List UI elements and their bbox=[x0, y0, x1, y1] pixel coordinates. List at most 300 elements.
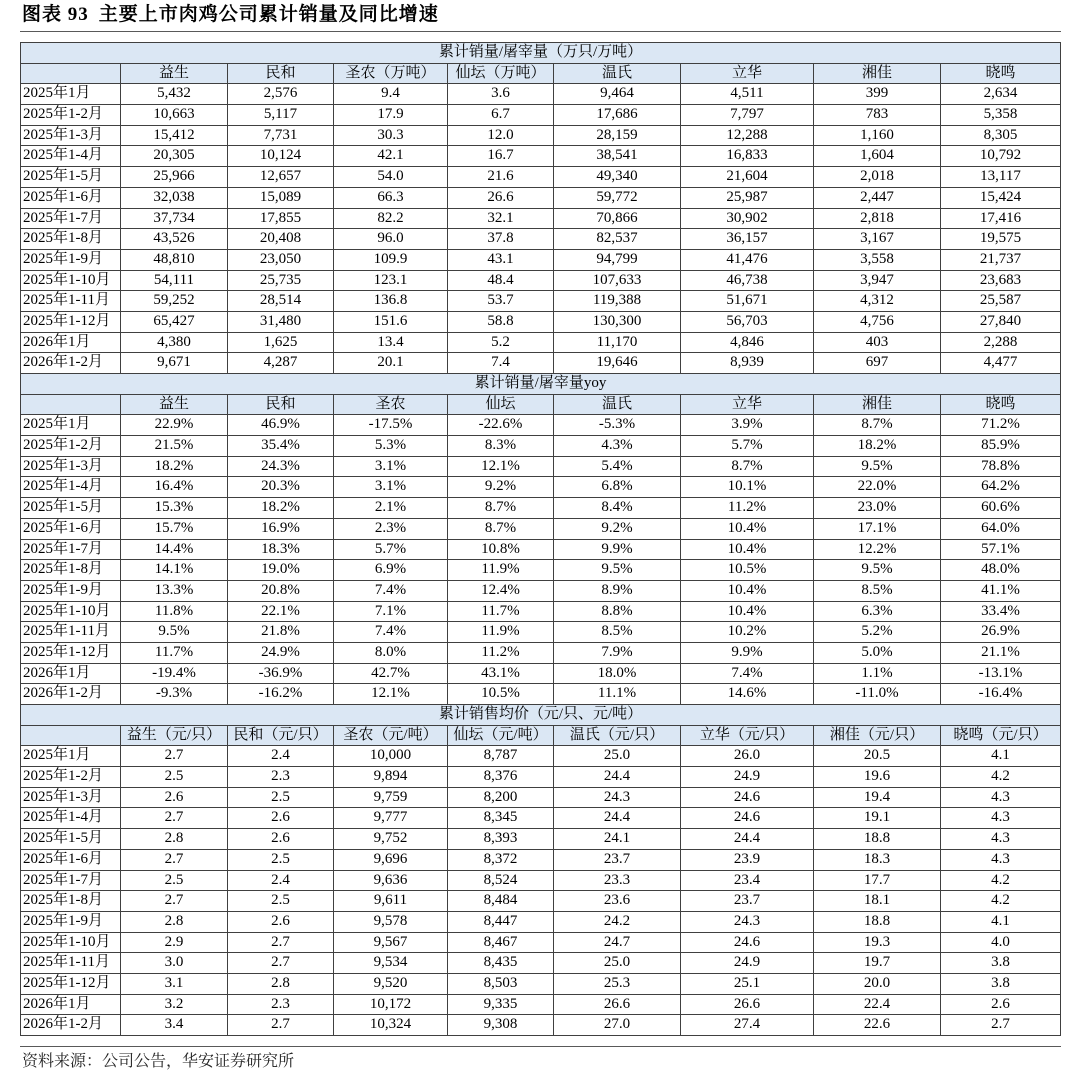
data-cell: 11.2% bbox=[681, 498, 814, 519]
data-cell: 1.1% bbox=[814, 664, 941, 685]
data-cell: 2.3 bbox=[228, 995, 334, 1016]
data-cell: 8,524 bbox=[448, 871, 554, 892]
data-cell: 51,671 bbox=[681, 291, 814, 312]
data-cell: 2,288 bbox=[941, 333, 1061, 354]
data-cell: 10,000 bbox=[334, 746, 448, 767]
data-cell: 22.1% bbox=[228, 602, 334, 623]
data-cell: 16.9% bbox=[228, 519, 334, 540]
data-cell: 8.7% bbox=[814, 415, 941, 436]
data-cell: 31,480 bbox=[228, 312, 334, 333]
data-cell: 25.0 bbox=[554, 746, 681, 767]
column-header: 仙坛（万吨） bbox=[448, 64, 554, 85]
data-cell: 23,050 bbox=[228, 250, 334, 271]
data-cell: 8,467 bbox=[448, 933, 554, 954]
data-cell: 4.2 bbox=[941, 871, 1061, 892]
data-cell: 35.4% bbox=[228, 436, 334, 457]
data-cell: 7.4% bbox=[681, 664, 814, 685]
data-cell: 2.7 bbox=[228, 953, 334, 974]
column-header: 圣农（元/吨） bbox=[334, 726, 448, 747]
data-cell: 25,735 bbox=[228, 271, 334, 292]
data-cell: 23.3 bbox=[554, 871, 681, 892]
data-cell: 19.7 bbox=[814, 953, 941, 974]
data-cell: 9.5% bbox=[814, 457, 941, 478]
column-header: 圣农 bbox=[334, 395, 448, 416]
data-cell: 5,117 bbox=[228, 105, 334, 126]
data-cell: 2.5 bbox=[228, 891, 334, 912]
data-cell: 5.0% bbox=[814, 643, 941, 664]
data-cell: 20,408 bbox=[228, 229, 334, 250]
data-cell: 9.2% bbox=[554, 519, 681, 540]
data-cell: 2.8 bbox=[121, 912, 228, 933]
column-header: 晓鸣 bbox=[941, 64, 1061, 85]
data-table bbox=[20, 42, 1061, 1036]
row-label: 2025年1月 bbox=[21, 746, 121, 767]
data-cell: 4,312 bbox=[814, 291, 941, 312]
data-cell: 20.8% bbox=[228, 581, 334, 602]
data-cell: 2.9 bbox=[121, 933, 228, 954]
column-header: 益生（元/只） bbox=[121, 726, 228, 747]
data-cell: 6.3% bbox=[814, 602, 941, 623]
row-label: 2025年1-4月 bbox=[21, 808, 121, 829]
data-cell: 21,737 bbox=[941, 250, 1061, 271]
data-cell: 9,894 bbox=[334, 767, 448, 788]
data-cell: 24.4 bbox=[554, 808, 681, 829]
row-label: 2025年1-6月 bbox=[21, 188, 121, 209]
data-cell: 5.2% bbox=[814, 622, 941, 643]
data-cell: 2.7 bbox=[121, 808, 228, 829]
data-cell: 22.6 bbox=[814, 1015, 941, 1036]
row-label: 2025年1-6月 bbox=[21, 519, 121, 540]
section-title: 累计销售均价（元/只、元/吨） bbox=[21, 705, 1061, 726]
data-cell: 4.3 bbox=[941, 850, 1061, 871]
column-header: 温氏 bbox=[554, 64, 681, 85]
row-label: 2025年1-2月 bbox=[21, 436, 121, 457]
data-cell: 25.0 bbox=[554, 953, 681, 974]
data-cell: 12.1% bbox=[334, 684, 448, 705]
data-cell: 5.7% bbox=[681, 436, 814, 457]
data-cell: 2,576 bbox=[228, 84, 334, 105]
data-cell: 18.8 bbox=[814, 912, 941, 933]
data-cell: 9,671 bbox=[121, 353, 228, 374]
data-cell: 71.2% bbox=[941, 415, 1061, 436]
data-cell: 26.6 bbox=[554, 995, 681, 1016]
data-cell: 23.0% bbox=[814, 498, 941, 519]
data-cell: 3,947 bbox=[814, 271, 941, 292]
data-cell: 11.9% bbox=[448, 560, 554, 581]
data-cell: -36.9% bbox=[228, 664, 334, 685]
row-label: 2025年1-8月 bbox=[21, 891, 121, 912]
data-cell: 4.2 bbox=[941, 891, 1061, 912]
data-cell: 4,380 bbox=[121, 333, 228, 354]
data-cell: 2.7 bbox=[228, 933, 334, 954]
data-cell: 42.1 bbox=[334, 146, 448, 167]
row-label: 2025年1-7月 bbox=[21, 540, 121, 561]
top-rule-divider bbox=[20, 31, 1061, 32]
column-header: 湘佳（元/只） bbox=[814, 726, 941, 747]
data-cell: 37,734 bbox=[121, 209, 228, 230]
data-cell: 2.7 bbox=[121, 850, 228, 871]
data-cell: 18.3 bbox=[814, 850, 941, 871]
data-cell: 3.2 bbox=[121, 995, 228, 1016]
data-cell: 8,503 bbox=[448, 974, 554, 995]
data-cell: 14.6% bbox=[681, 684, 814, 705]
data-cell: 8.7% bbox=[681, 457, 814, 478]
data-cell: 24.2 bbox=[554, 912, 681, 933]
row-label: 2025年1-9月 bbox=[21, 250, 121, 271]
data-cell: 8.8% bbox=[554, 602, 681, 623]
data-cell: 54,111 bbox=[121, 271, 228, 292]
data-cell: 2.7 bbox=[941, 1015, 1061, 1036]
data-cell: 10,792 bbox=[941, 146, 1061, 167]
data-cell: 136.8 bbox=[334, 291, 448, 312]
row-label: 2025年1-4月 bbox=[21, 477, 121, 498]
data-cell: 4,287 bbox=[228, 353, 334, 374]
row-label: 2025年1-2月 bbox=[21, 105, 121, 126]
data-cell: 14.1% bbox=[121, 560, 228, 581]
data-cell: 78.8% bbox=[941, 457, 1061, 478]
row-label: 2025年1-11月 bbox=[21, 622, 121, 643]
data-cell: 6.9% bbox=[334, 560, 448, 581]
row-label: 2025年1-3月 bbox=[21, 457, 121, 478]
row-label: 2025年1月 bbox=[21, 415, 121, 436]
data-cell: 21.6 bbox=[448, 167, 554, 188]
data-cell: 2.8 bbox=[121, 829, 228, 850]
row-label: 2025年1-12月 bbox=[21, 312, 121, 333]
data-cell: 64.2% bbox=[941, 477, 1061, 498]
data-cell: 17.1% bbox=[814, 519, 941, 540]
data-cell: 3.8 bbox=[941, 953, 1061, 974]
data-cell: 19.0% bbox=[228, 560, 334, 581]
figure-number: 图表 93 bbox=[22, 4, 89, 25]
data-cell: 70,866 bbox=[554, 209, 681, 230]
data-cell: 24.3 bbox=[554, 788, 681, 809]
data-cell: 19.1 bbox=[814, 808, 941, 829]
column-header: 民和 bbox=[228, 395, 334, 416]
data-cell: 10.4% bbox=[681, 581, 814, 602]
column-header: 湘佳 bbox=[814, 64, 941, 85]
row-label: 2025年1-3月 bbox=[21, 126, 121, 147]
data-cell: 8.4% bbox=[554, 498, 681, 519]
data-cell: 17.9 bbox=[334, 105, 448, 126]
data-cell: 48,810 bbox=[121, 250, 228, 271]
data-cell: 2.1% bbox=[334, 498, 448, 519]
data-cell: 15.3% bbox=[121, 498, 228, 519]
data-cell: 10,324 bbox=[334, 1015, 448, 1036]
data-cell: 65,427 bbox=[121, 312, 228, 333]
data-cell: 3.6 bbox=[448, 84, 554, 105]
data-cell: 15,424 bbox=[941, 188, 1061, 209]
row-label: 2025年1月 bbox=[21, 84, 121, 105]
header-corner-cell bbox=[21, 395, 121, 416]
data-cell: 2.3% bbox=[334, 519, 448, 540]
row-label: 2026年1月 bbox=[21, 333, 121, 354]
row-label: 2025年1-6月 bbox=[21, 850, 121, 871]
data-cell: 4.3 bbox=[941, 808, 1061, 829]
data-cell: 18.2% bbox=[228, 498, 334, 519]
data-cell: 46,738 bbox=[681, 271, 814, 292]
data-cell: 4.2 bbox=[941, 767, 1061, 788]
column-header: 晓鸣 bbox=[941, 395, 1061, 416]
column-header: 晓鸣（元/只） bbox=[941, 726, 1061, 747]
data-cell: 8,200 bbox=[448, 788, 554, 809]
data-cell: 43.1% bbox=[448, 664, 554, 685]
data-cell: 58.8 bbox=[448, 312, 554, 333]
data-cell: 59,772 bbox=[554, 188, 681, 209]
data-cell: 32.1 bbox=[448, 209, 554, 230]
data-cell: 28,514 bbox=[228, 291, 334, 312]
data-cell: 11.1% bbox=[554, 684, 681, 705]
row-label: 2025年1-10月 bbox=[21, 602, 121, 623]
data-cell: 82.2 bbox=[334, 209, 448, 230]
data-cell: 25,987 bbox=[681, 188, 814, 209]
column-header: 仙坛（元/吨） bbox=[448, 726, 554, 747]
data-cell: 7.4% bbox=[334, 622, 448, 643]
row-label: 2025年1-10月 bbox=[21, 933, 121, 954]
row-label: 2026年1月 bbox=[21, 995, 121, 1016]
data-cell: 9.2% bbox=[448, 477, 554, 498]
data-cell: 18.3% bbox=[228, 540, 334, 561]
data-cell: 27.0 bbox=[554, 1015, 681, 1036]
data-cell: 53.7 bbox=[448, 291, 554, 312]
figure-title bbox=[22, 2, 439, 28]
data-cell: 25.1 bbox=[681, 974, 814, 995]
data-cell: 26.6 bbox=[681, 995, 814, 1016]
data-cell: 11,170 bbox=[554, 333, 681, 354]
data-cell: 21.8% bbox=[228, 622, 334, 643]
data-cell: 8.3% bbox=[448, 436, 554, 457]
data-cell: 26.0 bbox=[681, 746, 814, 767]
data-cell: -11.0% bbox=[814, 684, 941, 705]
data-cell: 20.1 bbox=[334, 353, 448, 374]
data-cell: 49,340 bbox=[554, 167, 681, 188]
data-cell: 7.9% bbox=[554, 643, 681, 664]
row-label: 2025年1-7月 bbox=[21, 871, 121, 892]
data-cell: 9,611 bbox=[334, 891, 448, 912]
data-cell: 38,541 bbox=[554, 146, 681, 167]
data-cell: 24.1 bbox=[554, 829, 681, 850]
row-label: 2025年1-4月 bbox=[21, 146, 121, 167]
data-cell: 54.0 bbox=[334, 167, 448, 188]
data-cell: 21,604 bbox=[681, 167, 814, 188]
data-cell: 9,567 bbox=[334, 933, 448, 954]
data-cell: 2.7 bbox=[228, 1015, 334, 1036]
data-cell: 15.7% bbox=[121, 519, 228, 540]
data-cell: 5.3% bbox=[334, 436, 448, 457]
data-cell: 9.9% bbox=[681, 643, 814, 664]
data-cell: 19.3 bbox=[814, 933, 941, 954]
data-cell: 24.9 bbox=[681, 953, 814, 974]
data-cell: 7.1% bbox=[334, 602, 448, 623]
data-cell: 12.1% bbox=[448, 457, 554, 478]
column-header: 温氏 bbox=[554, 395, 681, 416]
data-cell: 43.1 bbox=[448, 250, 554, 271]
data-cell: 24.3% bbox=[228, 457, 334, 478]
row-label: 2025年1-11月 bbox=[21, 953, 121, 974]
row-label: 2025年1-3月 bbox=[21, 788, 121, 809]
data-cell: 3.9% bbox=[681, 415, 814, 436]
row-label: 2025年1-11月 bbox=[21, 291, 121, 312]
data-cell: 697 bbox=[814, 353, 941, 374]
data-cell: 2.8 bbox=[228, 974, 334, 995]
data-cell: -19.4% bbox=[121, 664, 228, 685]
column-header: 圣农（万吨） bbox=[334, 64, 448, 85]
data-cell: 9,696 bbox=[334, 850, 448, 871]
data-cell: 25,587 bbox=[941, 291, 1061, 312]
data-cell: 2.5 bbox=[228, 788, 334, 809]
data-cell: 3,167 bbox=[814, 229, 941, 250]
data-cell: 9,752 bbox=[334, 829, 448, 850]
data-cell: 18.8 bbox=[814, 829, 941, 850]
data-cell: 2.4 bbox=[228, 871, 334, 892]
data-cell: 26.6 bbox=[448, 188, 554, 209]
data-cell: 2.5 bbox=[228, 850, 334, 871]
data-cell: 130,300 bbox=[554, 312, 681, 333]
data-cell: 9,335 bbox=[448, 995, 554, 1016]
data-cell: 7,731 bbox=[228, 126, 334, 147]
data-cell: 24.6 bbox=[681, 808, 814, 829]
data-cell: 3,558 bbox=[814, 250, 941, 271]
data-cell: 2.4 bbox=[228, 746, 334, 767]
chart-title: 主要上市肉鸡公司累计销量及同比增速 bbox=[98, 4, 439, 25]
data-cell: 27.4 bbox=[681, 1015, 814, 1036]
section-title: 累计销量/屠宰量（万只/万吨） bbox=[21, 43, 1061, 64]
data-cell: 7.4% bbox=[334, 581, 448, 602]
data-cell: 6.7 bbox=[448, 105, 554, 126]
data-cell: 22.0% bbox=[814, 477, 941, 498]
column-header: 仙坛 bbox=[448, 395, 554, 416]
data-cell: 15,089 bbox=[228, 188, 334, 209]
data-cell: 1,625 bbox=[228, 333, 334, 354]
data-cell: 64.0% bbox=[941, 519, 1061, 540]
data-cell: 13.4 bbox=[334, 333, 448, 354]
data-cell: -9.3% bbox=[121, 684, 228, 705]
data-cell: 23.4 bbox=[681, 871, 814, 892]
data-cell: 8,345 bbox=[448, 808, 554, 829]
data-cell: 7.4 bbox=[448, 353, 554, 374]
data-cell: 15,412 bbox=[121, 126, 228, 147]
data-cell: 30,902 bbox=[681, 209, 814, 230]
data-cell: 2.7 bbox=[121, 746, 228, 767]
column-header: 立华 bbox=[681, 395, 814, 416]
data-cell: 2,018 bbox=[814, 167, 941, 188]
data-cell: -5.3% bbox=[554, 415, 681, 436]
row-label: 2025年1-12月 bbox=[21, 974, 121, 995]
data-cell: 4.1 bbox=[941, 746, 1061, 767]
data-cell: 8,393 bbox=[448, 829, 554, 850]
data-cell: 24.4 bbox=[554, 767, 681, 788]
source-note: 资料来源：公司公告，华安证券研究所 bbox=[22, 1053, 295, 1070]
data-cell: 6.8% bbox=[554, 477, 681, 498]
data-cell: 42.7% bbox=[334, 664, 448, 685]
data-cell: 12,657 bbox=[228, 167, 334, 188]
data-cell: 2.5 bbox=[121, 871, 228, 892]
data-cell: -17.5% bbox=[334, 415, 448, 436]
data-cell: 4,756 bbox=[814, 312, 941, 333]
data-cell: 119,388 bbox=[554, 291, 681, 312]
data-cell: 14.4% bbox=[121, 540, 228, 561]
data-cell: 21.5% bbox=[121, 436, 228, 457]
data-cell: 11.2% bbox=[448, 643, 554, 664]
data-cell: 10.5% bbox=[681, 560, 814, 581]
column-header: 益生 bbox=[121, 395, 228, 416]
data-cell: 4.0 bbox=[941, 933, 1061, 954]
data-cell: 8.7% bbox=[448, 498, 554, 519]
data-cell: 30.3 bbox=[334, 126, 448, 147]
data-cell: 8,484 bbox=[448, 891, 554, 912]
data-cell: 4,846 bbox=[681, 333, 814, 354]
data-cell: 3.0 bbox=[121, 953, 228, 974]
data-cell: 32,038 bbox=[121, 188, 228, 209]
data-cell: 5,432 bbox=[121, 84, 228, 105]
data-cell: 24.6 bbox=[681, 933, 814, 954]
header-corner-cell bbox=[21, 64, 121, 85]
data-cell: 109.9 bbox=[334, 250, 448, 271]
data-cell: 10.8% bbox=[448, 540, 554, 561]
data-cell: 41,476 bbox=[681, 250, 814, 271]
data-cell: 85.9% bbox=[941, 436, 1061, 457]
data-cell: 2,447 bbox=[814, 188, 941, 209]
data-cell: 9.5% bbox=[121, 622, 228, 643]
data-cell: 37.8 bbox=[448, 229, 554, 250]
data-cell: 57.1% bbox=[941, 540, 1061, 561]
data-cell: 17.7 bbox=[814, 871, 941, 892]
data-cell: 24.9 bbox=[681, 767, 814, 788]
data-cell: 10,124 bbox=[228, 146, 334, 167]
data-cell: 24.4 bbox=[681, 829, 814, 850]
data-cell: 783 bbox=[814, 105, 941, 126]
data-cell: 16.4% bbox=[121, 477, 228, 498]
data-cell: 26.9% bbox=[941, 622, 1061, 643]
data-cell: 18.2% bbox=[121, 457, 228, 478]
data-cell: 48.4 bbox=[448, 271, 554, 292]
data-cell: 96.0 bbox=[334, 229, 448, 250]
data-cell: 23,683 bbox=[941, 271, 1061, 292]
data-cell: 12.2% bbox=[814, 540, 941, 561]
data-cell: 4,477 bbox=[941, 353, 1061, 374]
data-cell: 16,833 bbox=[681, 146, 814, 167]
data-cell: 2.6 bbox=[941, 995, 1061, 1016]
row-label: 2025年1-5月 bbox=[21, 498, 121, 519]
data-cell: 25.3 bbox=[554, 974, 681, 995]
data-cell: 19,575 bbox=[941, 229, 1061, 250]
data-cell: 8,939 bbox=[681, 353, 814, 374]
data-cell: 36,157 bbox=[681, 229, 814, 250]
data-cell: 60.6% bbox=[941, 498, 1061, 519]
data-cell: 9,308 bbox=[448, 1015, 554, 1036]
data-cell: 2.6 bbox=[228, 829, 334, 850]
data-cell: 2.7 bbox=[121, 891, 228, 912]
data-cell: 2.6 bbox=[228, 808, 334, 829]
data-cell: 19,646 bbox=[554, 353, 681, 374]
row-label: 2026年1-2月 bbox=[21, 684, 121, 705]
data-cell: 23.6 bbox=[554, 891, 681, 912]
data-cell: 2.3 bbox=[228, 767, 334, 788]
data-cell: 20.0 bbox=[814, 974, 941, 995]
row-label: 2025年1-8月 bbox=[21, 560, 121, 581]
data-cell: 23.9 bbox=[681, 850, 814, 871]
data-cell: 12.4% bbox=[448, 581, 554, 602]
data-cell: 2.6 bbox=[228, 912, 334, 933]
data-cell: 22.9% bbox=[121, 415, 228, 436]
data-cell: 7,797 bbox=[681, 105, 814, 126]
data-cell: 399 bbox=[814, 84, 941, 105]
row-label: 2025年1-5月 bbox=[21, 167, 121, 188]
data-cell: 22.4 bbox=[814, 995, 941, 1016]
data-cell: 24.6 bbox=[681, 788, 814, 809]
bottom-rule-divider bbox=[20, 1046, 1061, 1047]
row-label: 2025年1-7月 bbox=[21, 209, 121, 230]
column-header: 立华（元/只） bbox=[681, 726, 814, 747]
